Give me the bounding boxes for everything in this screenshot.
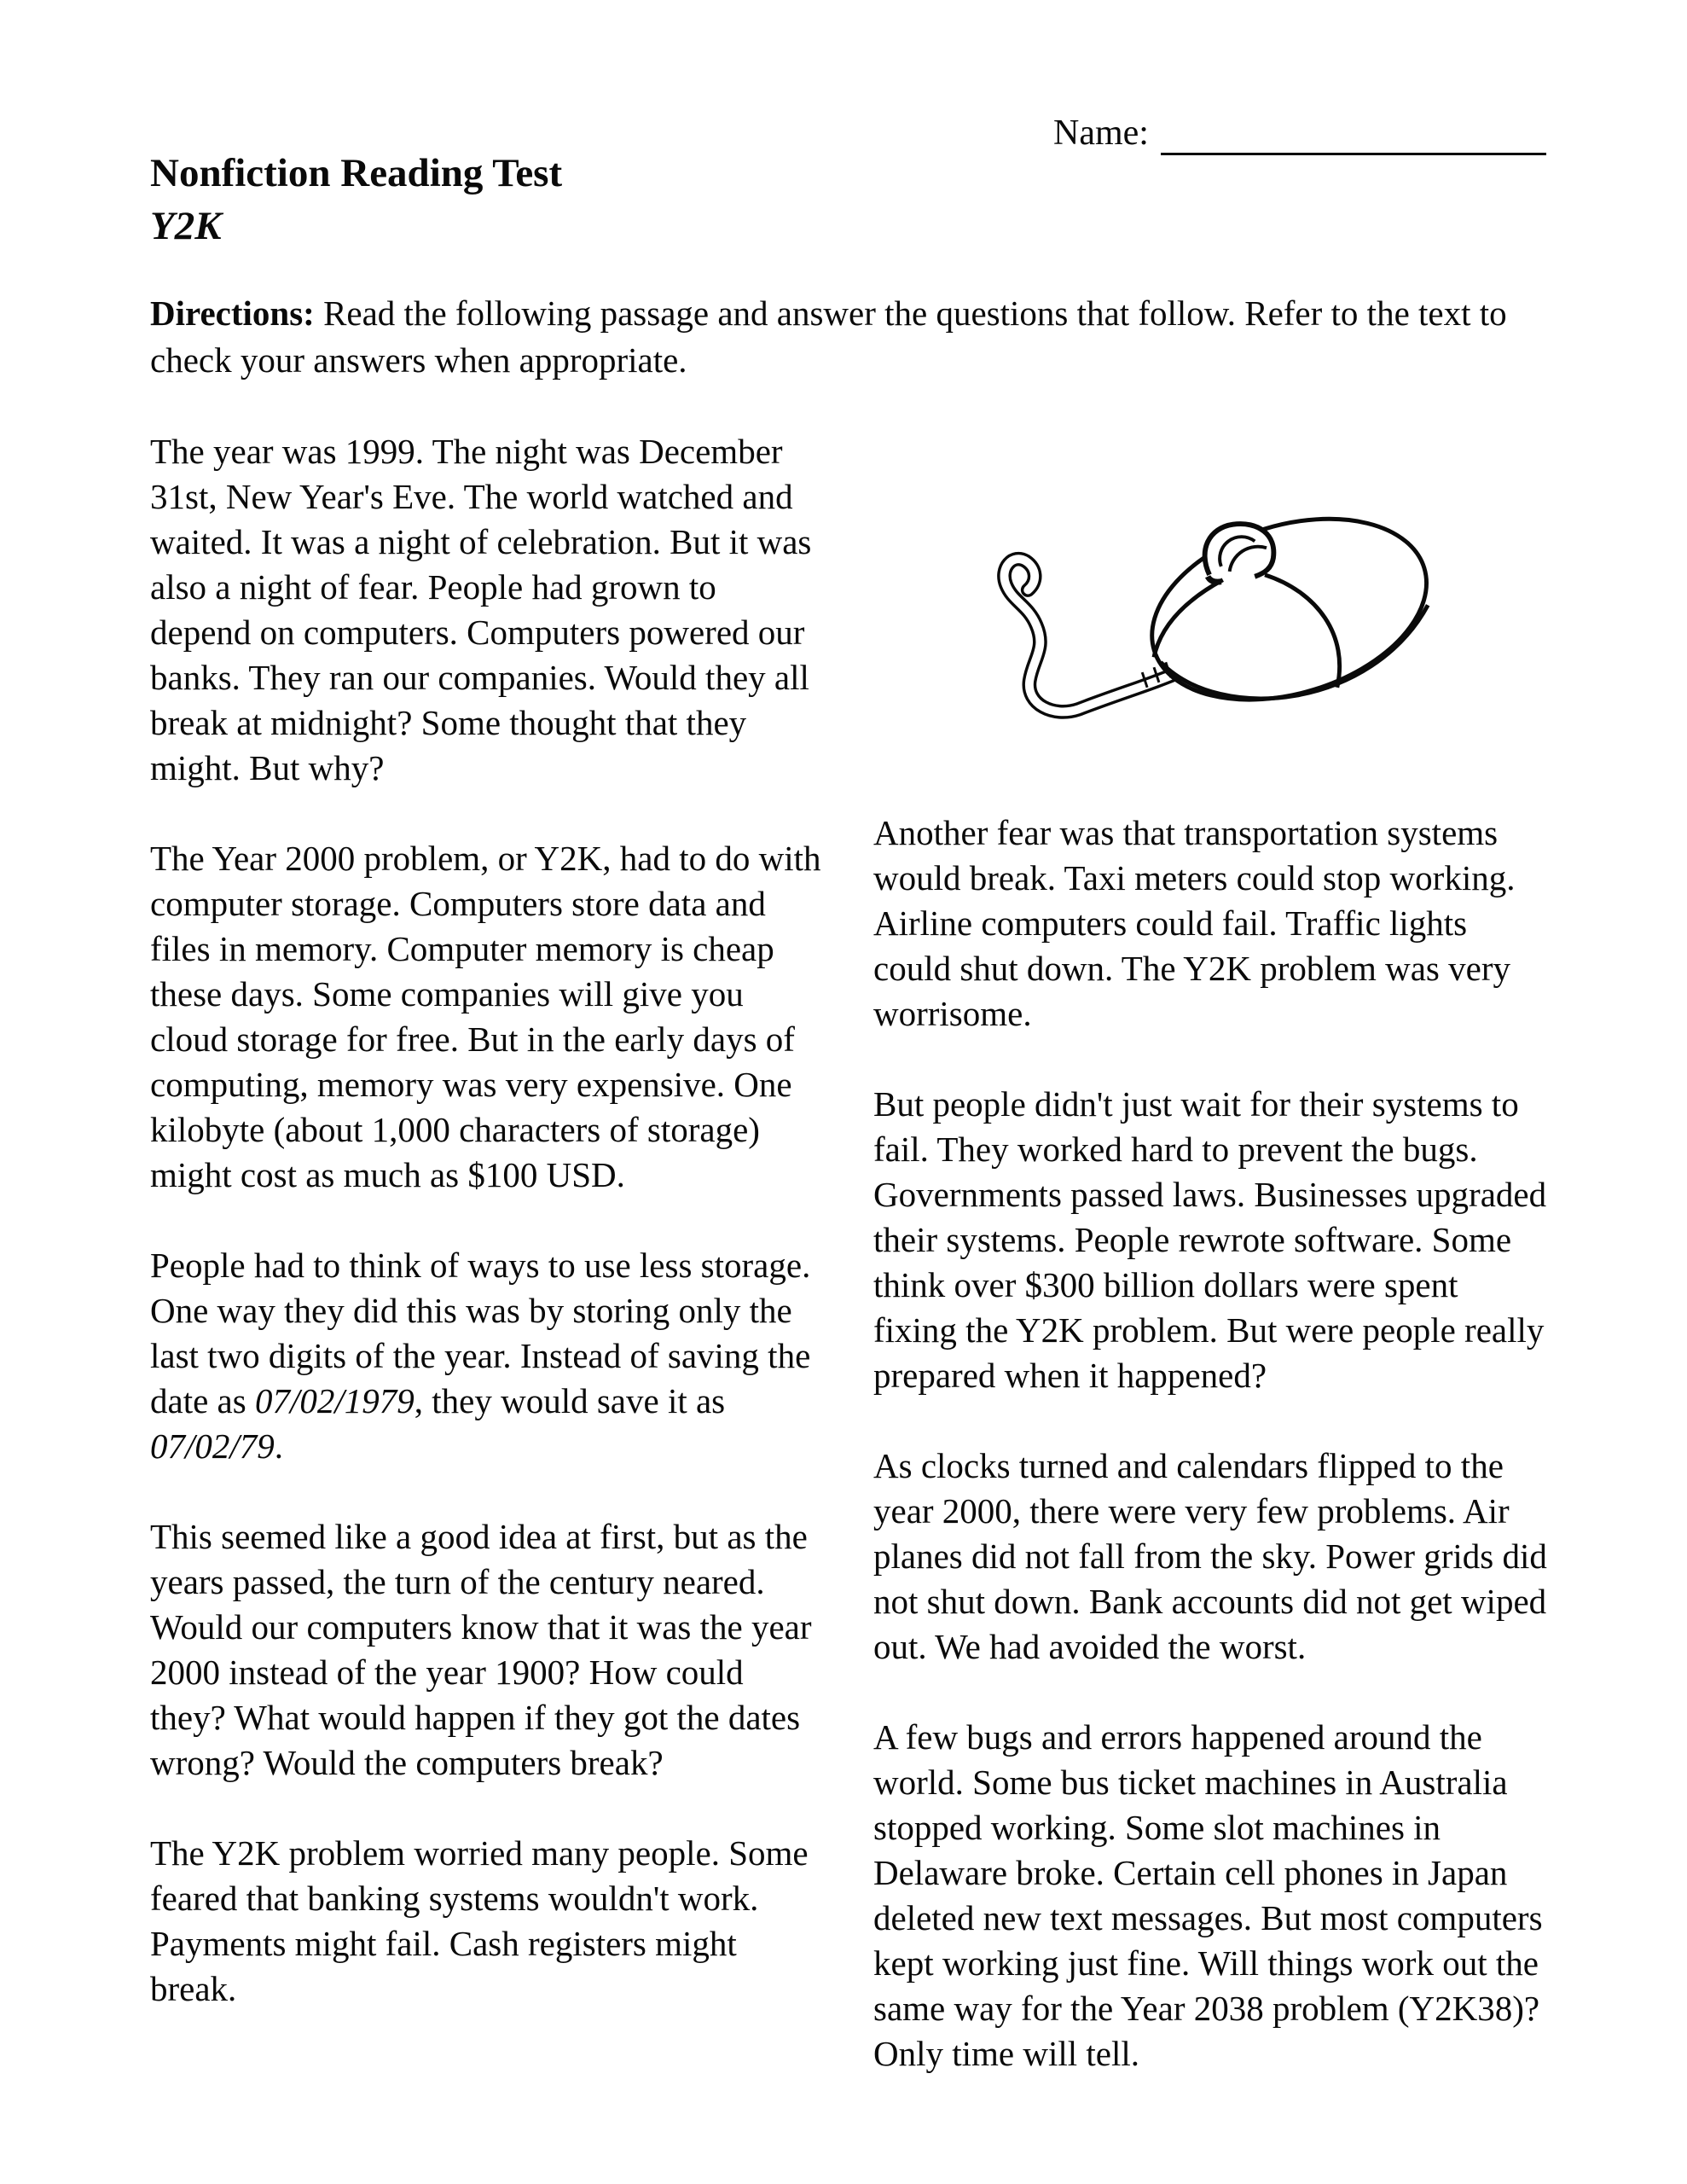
name-row — [1053, 111, 1546, 155]
passage-paragraph — [150, 836, 826, 1198]
passage-right-paragraphs — [873, 810, 1549, 2077]
paragraph-text: As clocks turned and calendars flipped to the year 2000, there were very few problems. Air planes did not fall from the sky. Power grids did not shut down. Bank accounts did not get wiped out. We had avoided the worst. — [873, 1446, 1547, 1666]
passage-left-column — [150, 429, 826, 2122]
paragraph-text: This seemed like a good idea at first, but as the years passed, the turn of the century neared. Would our computers know that it was the year 2000 instead of the year 1900? How could they? What would happen if they got the dates wrong? Would the computers break? — [150, 1517, 812, 1782]
passage-right-column — [873, 429, 1549, 2122]
paragraph-text: The year was 1999. The night was December 31st, New Year's Eve. The world watched and waited. It was a night of celebration. But it was also a night of fear. People had grown to depend on computers. Computers powered our banks. They ran our companies. Would they all break at midnight? Some thought that they might. But why? — [150, 432, 812, 787]
passage-paragraph — [873, 810, 1549, 1037]
passage-paragraph — [150, 1243, 826, 1469]
italic-date: 07/02/1979 — [254, 1381, 415, 1420]
name-blank-line — [1161, 113, 1546, 155]
passage-paragraph — [150, 429, 826, 791]
passage-paragraph — [150, 1831, 826, 2012]
figure-wrap — [873, 429, 1549, 810]
name-label: Name: — [1053, 113, 1149, 153]
directions-label: Directions: — [150, 293, 315, 333]
paragraph-text: A few bugs and errors happened around the world. Some bus ticket machines in Australia stopped working. Some slot machines in Delaware broke. Certain cell phones in Japan deleted new text messages. But most computers kept working just fine. Will things work out the same way for the Year 2038 problem (Y2K38)? Only time will tell. — [873, 1717, 1543, 2073]
directions — [150, 290, 1549, 384]
paragraph-text: The Year 2000 problem, or Y2K, had to do with computer storage. Computers store data and files in memory. Computer memory is cheap these days. Some companies will give you cloud storage for free. But in the early days of computing, memory was very expensive. One kilobyte (about 1,000 characters of storage) might cost as much as $100 USD. — [150, 839, 821, 1194]
directions-text: Read the following passage and answer the questions that follow. Refer to the text to check your answers when appropriate. — [150, 293, 1507, 380]
passage-paragraph — [150, 1514, 826, 1786]
paragraph-text: People had to think of ways to use less storage. One way they did this was by storing only the last two digits of the year. Instead of saving the date as — [150, 1246, 811, 1420]
page-title: Nonfiction Reading Test — [150, 151, 563, 195]
passage-paragraph — [873, 1082, 1549, 1398]
paragraph-text: . — [274, 1426, 284, 1466]
paragraph-text: But people didn't just wait for their systems to fail. They worked hard to prevent the bugs. Governments passed laws. Businesses upgraded their systems. People rewrote software. Some think over $300 billion dollars were spent fixing the Y2K problem. But were people really prepared when it happened? — [873, 1084, 1547, 1395]
paragraph-text: , they would save it as — [414, 1381, 726, 1420]
page-subtitle: Y2K — [150, 204, 222, 248]
italic-date: 07/02/79 — [150, 1426, 275, 1466]
paragraph-text: Another fear was that transportation systems would break. Taxi meters could stop working. Airline computers could fail. Traffic lights could shut down. The Y2K problem was very worrisome. — [873, 813, 1516, 1033]
passage-columns — [150, 429, 1549, 2122]
passage-paragraph — [873, 1715, 1549, 2077]
passage-paragraph — [873, 1443, 1549, 1670]
paragraph-text: The Y2K problem worried many people. Some feared that banking systems wouldn't work. Payments might fail. Cash registers might break. — [150, 1833, 809, 2008]
computer-mouse-icon — [984, 497, 1438, 744]
title-block — [150, 147, 562, 253]
